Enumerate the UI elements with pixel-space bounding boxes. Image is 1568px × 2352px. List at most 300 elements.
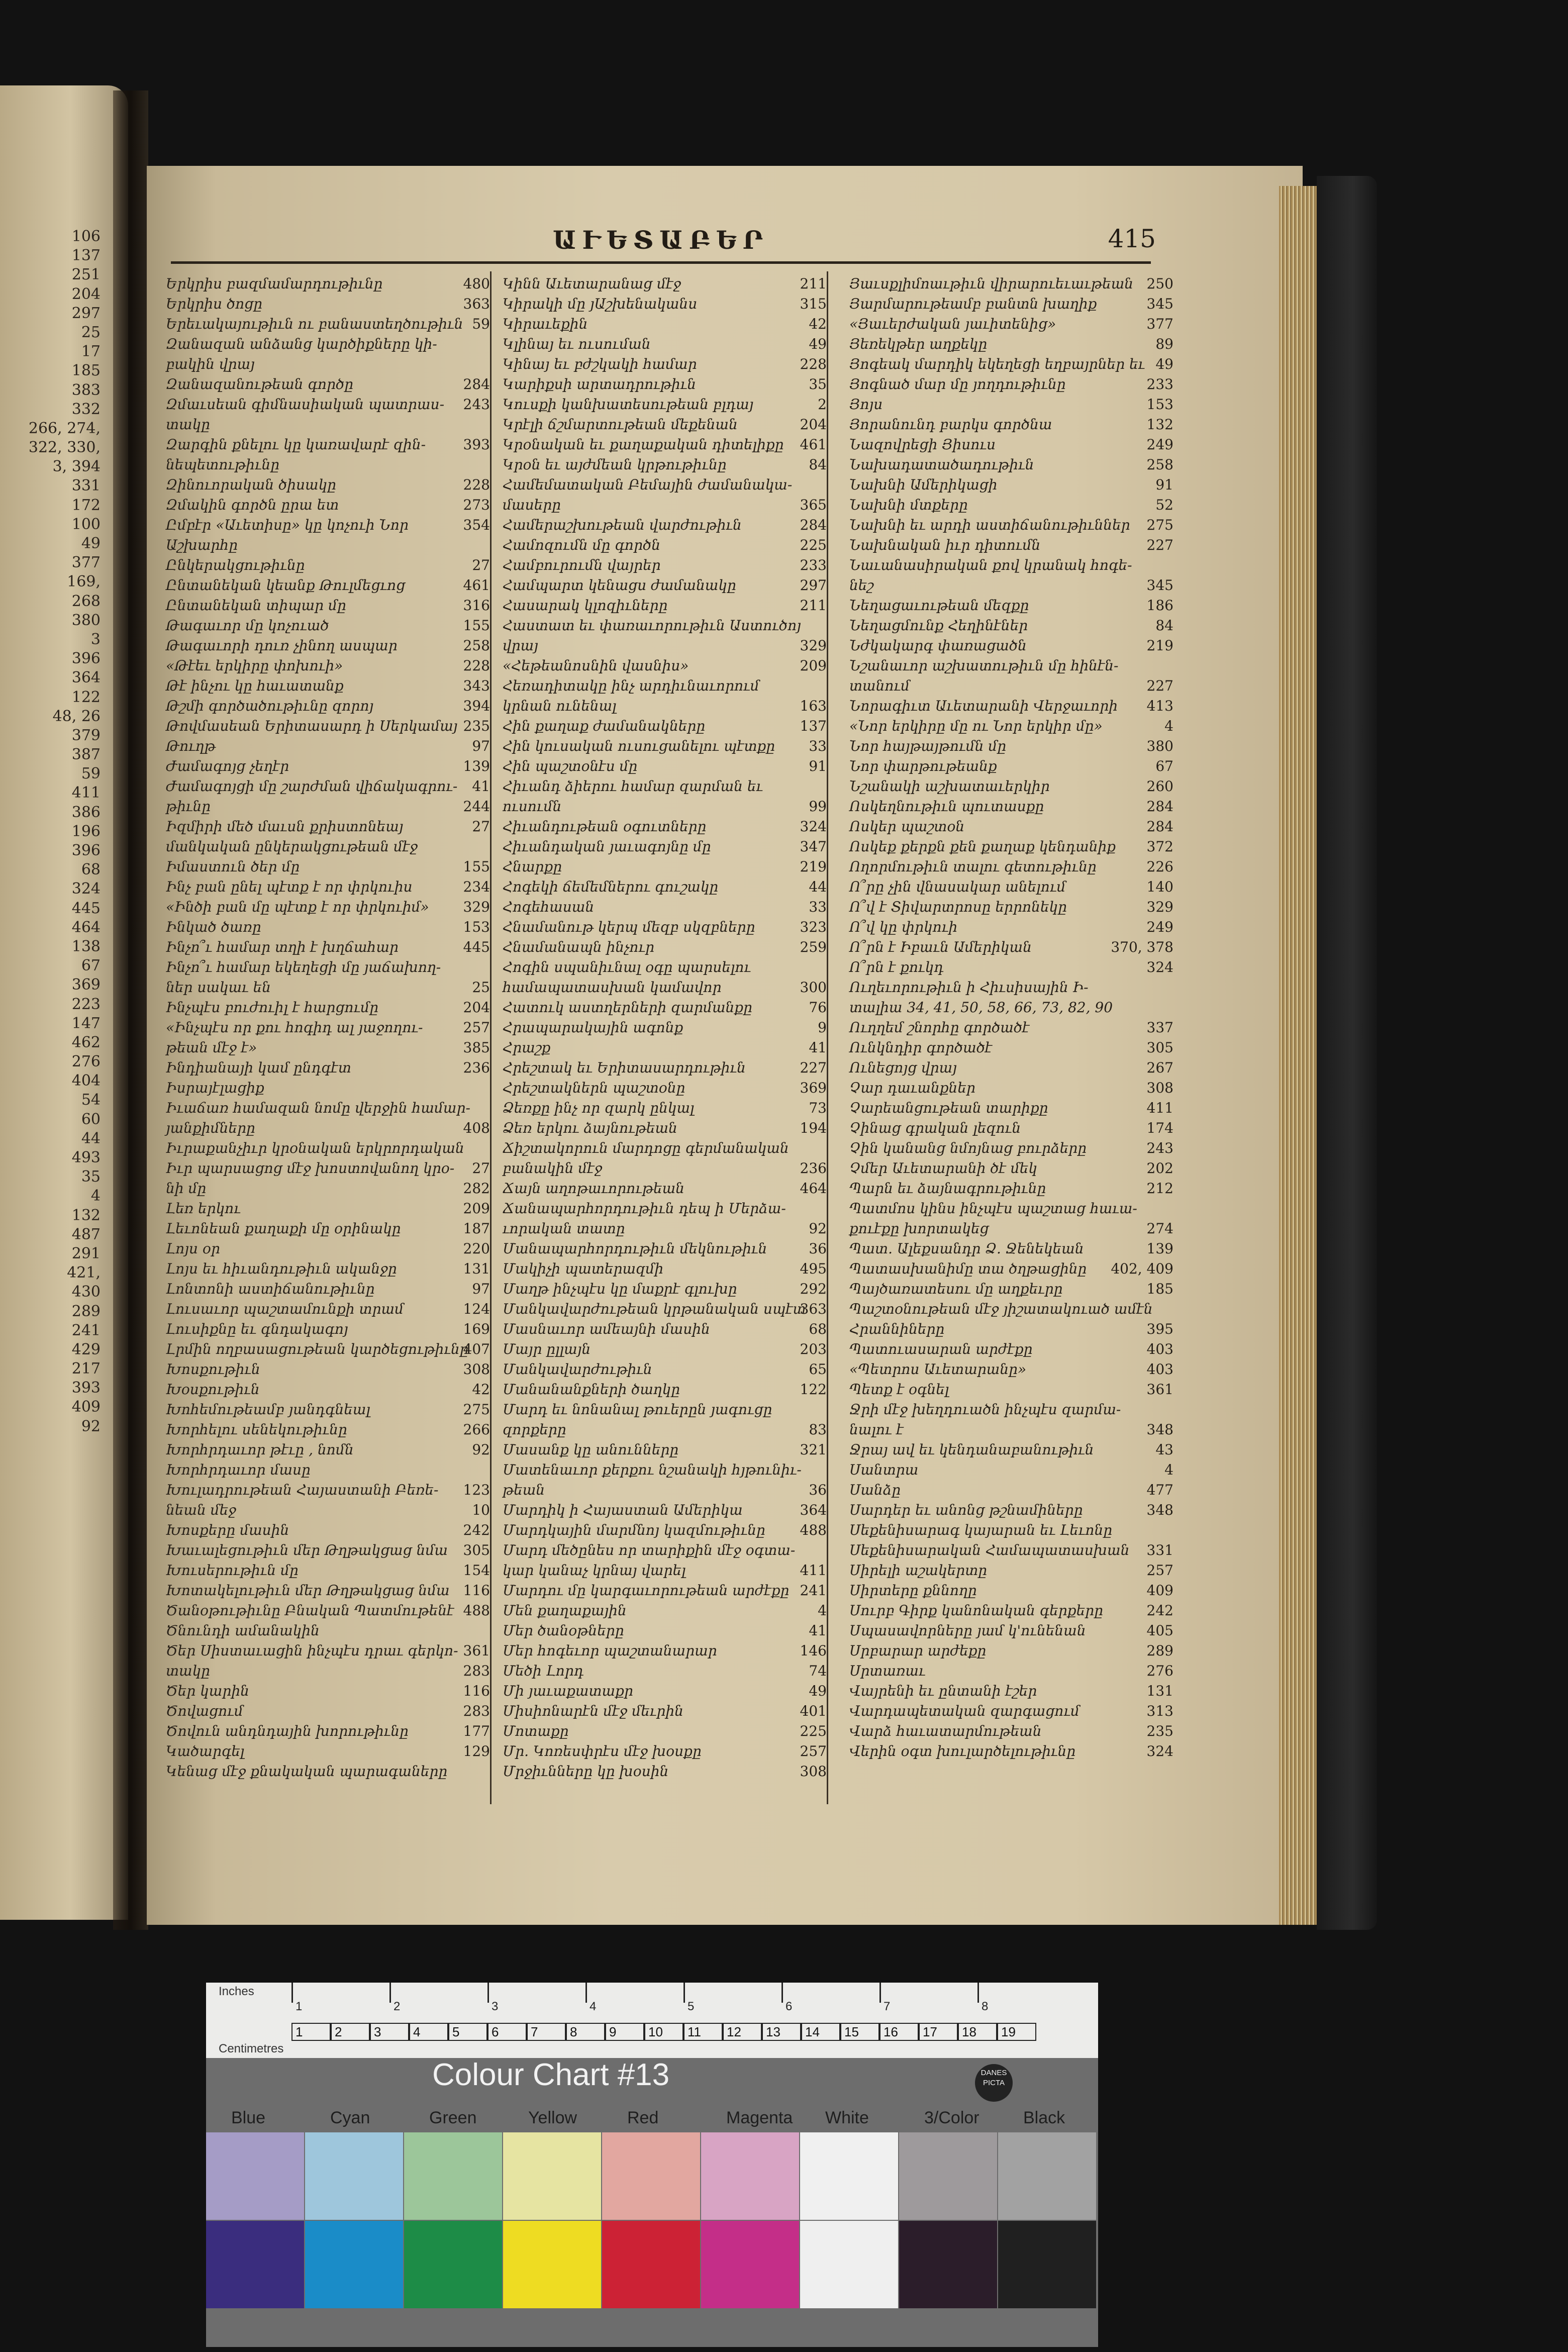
index-entry: [849, 334, 1173, 354]
entry-title: նի մը: [166, 1180, 207, 1197]
margin-page-number: 67: [81, 957, 101, 975]
index-entry: [166, 1098, 490, 1118]
entry-title: Նազովրեցի Յիսուս: [849, 436, 996, 453]
inch-tick: [389, 1983, 391, 2003]
entry-page-number: 236: [463, 1059, 490, 1076]
entry-title: Մեր հոգեւոր պաշտանարար: [503, 1642, 717, 1659]
entry-page-number: 116: [463, 1582, 490, 1599]
entry-page-number: 41: [472, 778, 490, 795]
entry-page-number: 488: [800, 1522, 827, 1538]
index-entry: [503, 1420, 827, 1440]
index-entry: [166, 1239, 490, 1259]
entry-page-number: 282: [463, 1180, 490, 1197]
entry-title: Կիրաւեքին: [503, 316, 588, 332]
entry-page-number: 297: [800, 577, 827, 594]
margin-page-number: 49: [81, 535, 101, 552]
margin-number-row: [0, 764, 103, 783]
entry-title: «Նոր երկիրը մը ու Նոր երկիր մը»: [849, 718, 1103, 734]
index-entry: [166, 596, 490, 616]
margin-number-row: [0, 803, 103, 822]
entry-page-number: 370, 378: [1111, 939, 1173, 955]
index-entry: [849, 1701, 1173, 1721]
margin-page-number: 464: [71, 918, 101, 936]
index-entry: [503, 897, 827, 917]
entry-page-number: 345: [1146, 577, 1173, 594]
index-entry: [849, 1400, 1173, 1420]
index-entry: [503, 1138, 827, 1158]
entry-page-number: 372: [1146, 838, 1173, 855]
swatch-dark: [305, 2221, 403, 2308]
centimetre-mark: 1: [291, 2023, 331, 2041]
index-entry: [849, 857, 1173, 877]
entry-page-number: 228: [800, 356, 827, 372]
margin-number-row: [0, 1302, 103, 1321]
index-entry: [849, 294, 1173, 314]
entry-page-number: 488: [463, 1602, 490, 1619]
inch-tick: [977, 1983, 979, 2003]
index-entry: [166, 1500, 490, 1520]
centimetre-mark: 6: [487, 2023, 527, 2041]
index-entry: [166, 555, 490, 575]
index-entry: [849, 535, 1173, 555]
entry-title: Հրապարակային ագոնք: [503, 1019, 683, 1036]
index-entry: [849, 435, 1173, 455]
entry-title: Ողորմութիւն տալու գետութիւնը: [849, 858, 1097, 875]
entry-title: Խոսքերը մասին: [166, 1522, 289, 1538]
index-entry: [503, 877, 827, 897]
index-entry: [849, 1319, 1173, 1339]
entry-title: Ունեցոյց վրայ: [849, 1059, 957, 1076]
index-entry: [503, 294, 827, 314]
entry-page-number: 242: [1146, 1602, 1173, 1619]
entry-page-number: 363: [463, 296, 490, 312]
index-entry: [503, 1319, 827, 1339]
entry-title: Կրէլի ճշմարտութեան մեքենան: [503, 416, 738, 433]
entry-title: Հնամանութ կերպ մեզբ սկզբները: [503, 919, 755, 935]
entry-title: Ձեռ երկու ձայնութեան: [503, 1120, 677, 1136]
entry-title: Նշանաւոր աշխատութիւն մը հինէն-: [849, 657, 1119, 674]
entry-page-number: 83: [809, 1421, 827, 1438]
index-entry: [849, 957, 1173, 977]
margin-page-number: 92: [81, 1417, 101, 1435]
entry-title: Հին քաղաք ժամանակները: [503, 718, 706, 734]
entry-page-number: 495: [800, 1260, 827, 1277]
entry-title: Ո՞րն է քուկդ: [849, 959, 944, 975]
index-entry: [503, 515, 827, 535]
index-entry: [849, 314, 1173, 334]
entry-title: Հոգեկի ճեմեմներու գուշակը: [503, 878, 719, 895]
index-entry: [503, 937, 827, 957]
entry-page-number: 228: [463, 657, 490, 674]
entry-page-number: 204: [800, 416, 827, 433]
margin-page-number: 223: [71, 995, 101, 1013]
entry-title: Միսիոնարէն մէջ մեւրին: [503, 1703, 683, 1719]
index-entry: [166, 716, 490, 736]
entry-title: Սիրելի աշակերտը: [849, 1562, 988, 1579]
entry-page-number: 84: [809, 456, 827, 473]
margin-page-number: 380: [71, 611, 101, 629]
centimetre-mark: 7: [527, 2023, 566, 2041]
index-entry: [849, 877, 1173, 897]
index-entry: [503, 555, 827, 575]
entry-title: Ծեր կարին: [166, 1683, 249, 1699]
entry-page-number: 99: [809, 798, 827, 815]
entry-title: «Յաւերժական յաւիտենից»: [849, 316, 1056, 332]
index-entry: [503, 1259, 827, 1279]
entry-title: Լոյս եւ հիւանդութիւն ականջը: [166, 1260, 397, 1277]
entry-page-number: 92: [472, 1441, 490, 1458]
margin-number-row: [0, 975, 103, 995]
margin-page-number: 493: [71, 1149, 101, 1166]
entry-page-number: 241: [800, 1582, 827, 1599]
entry-title: Չին կանանց նմոյնաց բուրձերը: [849, 1140, 1087, 1156]
index-entry: [849, 776, 1173, 797]
index-entry: [166, 776, 490, 797]
entry-page-number: 403: [1146, 1341, 1173, 1357]
index-entry: [166, 1761, 490, 1782]
index-entry: [166, 575, 490, 596]
colour-chart: [206, 1983, 1098, 2347]
entry-title: Մանապարհորդութիւն մեկնութիւն: [503, 1240, 767, 1257]
index-entry: [166, 1118, 490, 1138]
entry-title: Հատուկ աստղերների զարմանքը: [503, 999, 752, 1016]
entry-page-number: 267: [1146, 1059, 1173, 1076]
entry-page-number: 276: [1146, 1662, 1173, 1679]
margin-page-number: 462: [71, 1033, 101, 1051]
index-entry: [503, 1118, 827, 1138]
entry-title: Լոյս օր: [166, 1240, 220, 1257]
entry-page-number: 234: [463, 878, 490, 895]
entry-title: Ծանօթութիւնը Բնական Պատմութենէ: [166, 1602, 454, 1619]
entry-title: Լրմին ողբասացութեան կարծեցութիւնը: [166, 1341, 469, 1357]
entry-page-number: 324: [1146, 959, 1173, 975]
entry-title: թեան մէջ է»: [166, 1039, 257, 1056]
entry-title: Ինչո՞ւ համար տղի է խղճահար: [166, 939, 399, 955]
entry-title: մանկական ընկերակցութեան մէջ: [166, 838, 418, 855]
entry-title: Յոգեակ մարդիկ եկեղեցի եղբայրներ եւ: [849, 356, 1145, 372]
previous-page-column: [0, 227, 103, 1436]
index-entry: [849, 897, 1173, 917]
entry-page-number: 91: [1155, 476, 1173, 493]
centimetre-mark: 13: [762, 2023, 801, 2041]
inch-number: 4: [590, 2000, 597, 2013]
entry-title: Ընտանեկան տիպար մը: [166, 597, 346, 614]
index-entry: [503, 1058, 827, 1078]
swatch-light: [404, 2132, 502, 2220]
entry-title: Յոգնած մար մը յողդութիւնը: [849, 376, 1066, 393]
swatch-label: Black: [1023, 2108, 1065, 2127]
entry-title: Մի յաւաքատաքր: [503, 1683, 633, 1699]
entry-title: համապատասխան կամավոր: [503, 979, 722, 996]
entry-title: Խոտակելութիւն մեր Թղթակցաց նմա: [166, 1582, 450, 1599]
index-entry: [166, 1641, 490, 1661]
entry-title: Մարդ եւ նոնանալ թուերըն յագուցը: [503, 1401, 772, 1418]
margin-page-number: 204: [71, 285, 101, 303]
margin-page-number: 241: [71, 1321, 101, 1339]
entry-title: նեան մեջ: [166, 1502, 236, 1518]
entry-title: Երեւակայութիւն ու բանաստեղծութիւն: [166, 316, 463, 332]
entry-title: նեպետութիւնը: [166, 456, 280, 473]
index-entry: [503, 1179, 827, 1199]
entry-page-number: 347: [800, 838, 827, 855]
index-entry: [503, 797, 827, 817]
index-entry: [166, 1138, 490, 1158]
index-entry: [166, 897, 490, 917]
entry-title: Սեքենիսարագ կայարան եւ Լեւոնը: [849, 1522, 1113, 1538]
index-entry: [503, 1400, 827, 1420]
entry-title: Կրօն եւ այժմեան կրթութիւնը: [503, 456, 727, 473]
margin-page-number: 3, 394: [52, 458, 101, 476]
index-entry: [503, 696, 827, 716]
entry-title: Ոսկեք քերքն քեն քաղաք կենդանիք: [849, 838, 1116, 855]
entry-title: Չինաց գրական լեզուն: [849, 1120, 1021, 1136]
index-entry: [166, 1540, 490, 1560]
margin-number-row: [0, 361, 103, 380]
entry-page-number: 33: [809, 738, 827, 754]
entry-page-number: 174: [1146, 1120, 1173, 1136]
centimetre-mark: 15: [840, 2023, 879, 2041]
entry-page-number: 36: [809, 1240, 827, 1257]
index-entry: [503, 374, 827, 395]
index-entry: [849, 1279, 1173, 1299]
entry-title: տալիա 34, 41, 50, 58, 66, 73, 82, 90: [849, 999, 1113, 1016]
entry-page-number: 308: [463, 1361, 490, 1378]
entry-title: զորքերը: [503, 1421, 566, 1438]
entry-page-number: 380: [1146, 738, 1173, 754]
entry-title: Զմաւսեան գիմնասիական պատրաս-: [166, 396, 445, 413]
index-entry: [166, 977, 490, 998]
entry-title: Իւր պարսացոց մէջ խոստովանող կրօ-: [166, 1160, 455, 1177]
entry-page-number: 122: [800, 1381, 827, 1398]
margin-number-row: [0, 1263, 103, 1283]
entry-page-number: 464: [800, 1180, 827, 1197]
margin-number-row: [0, 553, 103, 572]
entry-title: Նաւանասիրական քով կրանակ հոգե-: [849, 557, 1132, 573]
entry-page-number: 257: [800, 1743, 827, 1759]
index-entry: [503, 1219, 827, 1239]
entry-page-number: 393: [463, 436, 490, 453]
centimetre-mark: 2: [331, 2023, 370, 2041]
entry-page-number: 243: [1146, 1140, 1173, 1156]
entry-page-number: 43: [1155, 1441, 1173, 1458]
entry-page-number: 73: [809, 1100, 827, 1116]
entry-page-number: 329: [1146, 899, 1173, 915]
index-entry: [503, 1500, 827, 1520]
margin-number-row: [0, 1033, 103, 1052]
entry-title: տանում: [849, 677, 910, 694]
index-entry: [849, 1138, 1173, 1158]
index-entry: [849, 475, 1173, 495]
index-entry: [166, 1078, 490, 1098]
entry-title: Նախնի Ամերիկացի: [849, 476, 998, 493]
index-entry: [166, 294, 490, 314]
swatch-label: Magenta: [726, 2108, 793, 2127]
entry-title: Ջրի մէջ խեղդուածն ինչպէս զարմա-: [849, 1401, 1121, 1418]
entry-title: Թուղթ: [166, 738, 216, 754]
index-entry: [166, 917, 490, 937]
entry-title: ւորական տատը: [503, 1220, 625, 1237]
index-entry: [503, 1158, 827, 1179]
index-entry: [849, 837, 1173, 857]
margin-number-row: [0, 457, 103, 476]
entry-title: Մանկավարժութիւն: [503, 1361, 652, 1378]
entry-page-number: 324: [800, 818, 827, 835]
index-entry: [503, 636, 827, 656]
entry-title: Աշխարհը: [166, 537, 238, 553]
entry-title: Ո՞րն է Իբաւն Ամերիկան: [849, 939, 1032, 955]
margin-number-row: [0, 534, 103, 553]
margin-number-row: [0, 783, 103, 803]
ruler-inches-label: Inches: [219, 1985, 254, 1998]
entry-title: Սուրբ Գիրք կանոնական գերքերը: [849, 1602, 1104, 1619]
entry-page-number: 219: [1146, 637, 1173, 654]
margin-number-row: [0, 688, 103, 707]
margin-page-number: 324: [71, 880, 101, 898]
entry-page-number: 411: [800, 1562, 827, 1579]
entry-page-number: 292: [800, 1281, 827, 1297]
entry-title: Համպարտ կենացս ժամանակը: [503, 577, 736, 594]
index-entry: [849, 495, 1173, 515]
column-divider: [827, 271, 828, 1804]
index-entry: [166, 1701, 490, 1721]
index-entry: [166, 354, 490, 374]
entry-title: Ինչպէս բուժուիլ է հարցումը: [166, 999, 378, 1016]
swatch-light: [998, 2132, 1096, 2220]
entry-page-number: 42: [809, 316, 827, 332]
entry-title: Սարդեր եւ անոնց թշնամիները: [849, 1502, 1083, 1518]
index-entry: [849, 716, 1173, 736]
index-entry: [166, 797, 490, 817]
book-gutter: [113, 90, 148, 1930]
entry-page-number: 308: [800, 1763, 827, 1780]
entry-title: Մաղթ ինչպէս կը մաքրէ գլուխը: [503, 1281, 737, 1297]
margin-page-number: 411: [71, 784, 101, 802]
entry-title: Ծեր Սիստաւացին ինչպէս դրաւ գերկո-: [166, 1642, 458, 1659]
entry-title: Ժամագոյց չեղէր: [166, 758, 289, 774]
index-entry: [166, 616, 490, 636]
entry-title: Մրջիւնները կը խօսին: [503, 1763, 669, 1780]
margin-number-row: [0, 956, 103, 975]
entry-page-number: 59: [472, 316, 490, 332]
margin-page-number: 369: [71, 976, 101, 994]
margin-page-number: 172: [71, 496, 101, 514]
entry-title: Սանտրա: [849, 1461, 919, 1478]
entry-title: Հրեշտակներն պաշտօնը: [503, 1080, 685, 1096]
entry-page-number: 249: [1146, 436, 1173, 453]
margin-number-row: [0, 323, 103, 342]
margin-number-row: [0, 630, 103, 649]
index-column-1: [166, 274, 490, 1782]
index-entry: [503, 435, 827, 455]
index-entry: [503, 535, 827, 555]
entry-title: Ձեռքը ինչ որ զարկ ընկալ: [503, 1100, 695, 1116]
index-entry: [166, 1380, 490, 1400]
entry-title: Մոտաքը: [503, 1723, 569, 1739]
entry-title: Կինն Աւետարանաց մէջ: [503, 275, 681, 292]
margin-page-number: 106: [71, 228, 101, 245]
index-entry: [503, 1540, 827, 1560]
inch-number: 7: [884, 2000, 891, 2013]
index-entry: [849, 1199, 1173, 1219]
entry-page-number: 131: [1146, 1683, 1173, 1699]
margin-number-row: [0, 246, 103, 265]
entry-page-number: 4: [1164, 1461, 1173, 1478]
swatch-label: Cyan: [330, 2108, 370, 2127]
index-entry: [503, 1440, 827, 1460]
entry-title: յանքիմները: [166, 1120, 255, 1136]
entry-title: Յաւսքլիմոաւ​թիւն վիրարուեւաւ​թեան: [849, 275, 1134, 292]
margin-number-row: [0, 1244, 103, 1263]
entry-title: Կարիքսի արտադրութիւն: [503, 376, 697, 393]
entry-page-number: 225: [800, 537, 827, 553]
entry-page-number: 2: [818, 396, 827, 413]
entry-title: Սպասավորները յամ կ'ունենան: [849, 1622, 1086, 1639]
margin-page-number: 54: [81, 1091, 101, 1109]
index-entry: [503, 334, 827, 354]
index-entry: [849, 1741, 1173, 1761]
page-number: 415: [1108, 224, 1156, 253]
entry-title: Լուսիքնը եւ գնդակագոյ: [166, 1321, 348, 1337]
margin-page-number: 138: [71, 937, 101, 955]
index-entry: [849, 596, 1173, 616]
index-entry: [849, 616, 1173, 636]
swatch-dark: [404, 2221, 502, 2308]
swatch-light: [899, 2132, 997, 2220]
entry-title: Պատասխանիմը տա ծղթացինը: [849, 1260, 1087, 1277]
margin-number-row: [0, 649, 103, 668]
entry-title: Վարձ հաւատարմութեան: [849, 1723, 1042, 1739]
entry-title: Հիւանդ ձիերու համար զարման եւ: [503, 778, 763, 795]
margin-page-number: 409: [71, 1398, 101, 1416]
centimetre-mark: 19: [997, 2023, 1036, 2041]
entry-page-number: 74: [809, 1662, 827, 1679]
centimetre-mark: 10: [644, 2023, 683, 2041]
entry-page-number: 260: [1146, 778, 1173, 795]
entry-page-number: 403: [1146, 1361, 1173, 1378]
entry-page-number: 4: [1164, 718, 1173, 734]
index-entry: [166, 415, 490, 435]
index-entry: [849, 676, 1173, 696]
index-entry: [166, 314, 490, 334]
entry-page-number: 169: [463, 1321, 490, 1337]
margin-page-number: 291: [71, 1244, 101, 1262]
margin-number-row: [0, 1187, 103, 1206]
entry-title: Խորհրդաւոր մասը: [166, 1461, 311, 1478]
margin-number-row: [0, 1110, 103, 1129]
entry-title: Ժամագոյցի մը շարժման վիճակագրու-: [166, 778, 458, 795]
index-entry: [503, 1601, 827, 1621]
entry-page-number: 283: [463, 1662, 490, 1679]
swatch-dark: [602, 2221, 700, 2308]
entry-page-number: 257: [1146, 1562, 1173, 1579]
entry-page-number: 250: [1146, 275, 1173, 292]
entry-page-number: 27: [472, 818, 490, 835]
centimetre-mark: 12: [723, 2023, 762, 2041]
margin-page-number: 332: [71, 400, 101, 418]
index-entry: [503, 1018, 827, 1038]
margin-page-number: 429: [71, 1340, 101, 1358]
entry-title: ներ սակաւ են: [166, 979, 271, 996]
entry-title: Նախնական իւր դիտումն: [849, 537, 1041, 553]
margin-page-number: 68: [81, 861, 101, 879]
swatch-light: [503, 2132, 601, 2220]
index-entry: [166, 1279, 490, 1299]
swatch-light: [800, 2132, 898, 2220]
entry-page-number: 480: [463, 275, 490, 292]
index-entry: [503, 1560, 827, 1581]
margin-number-row: [0, 285, 103, 304]
entry-page-number: 408: [463, 1120, 490, 1136]
